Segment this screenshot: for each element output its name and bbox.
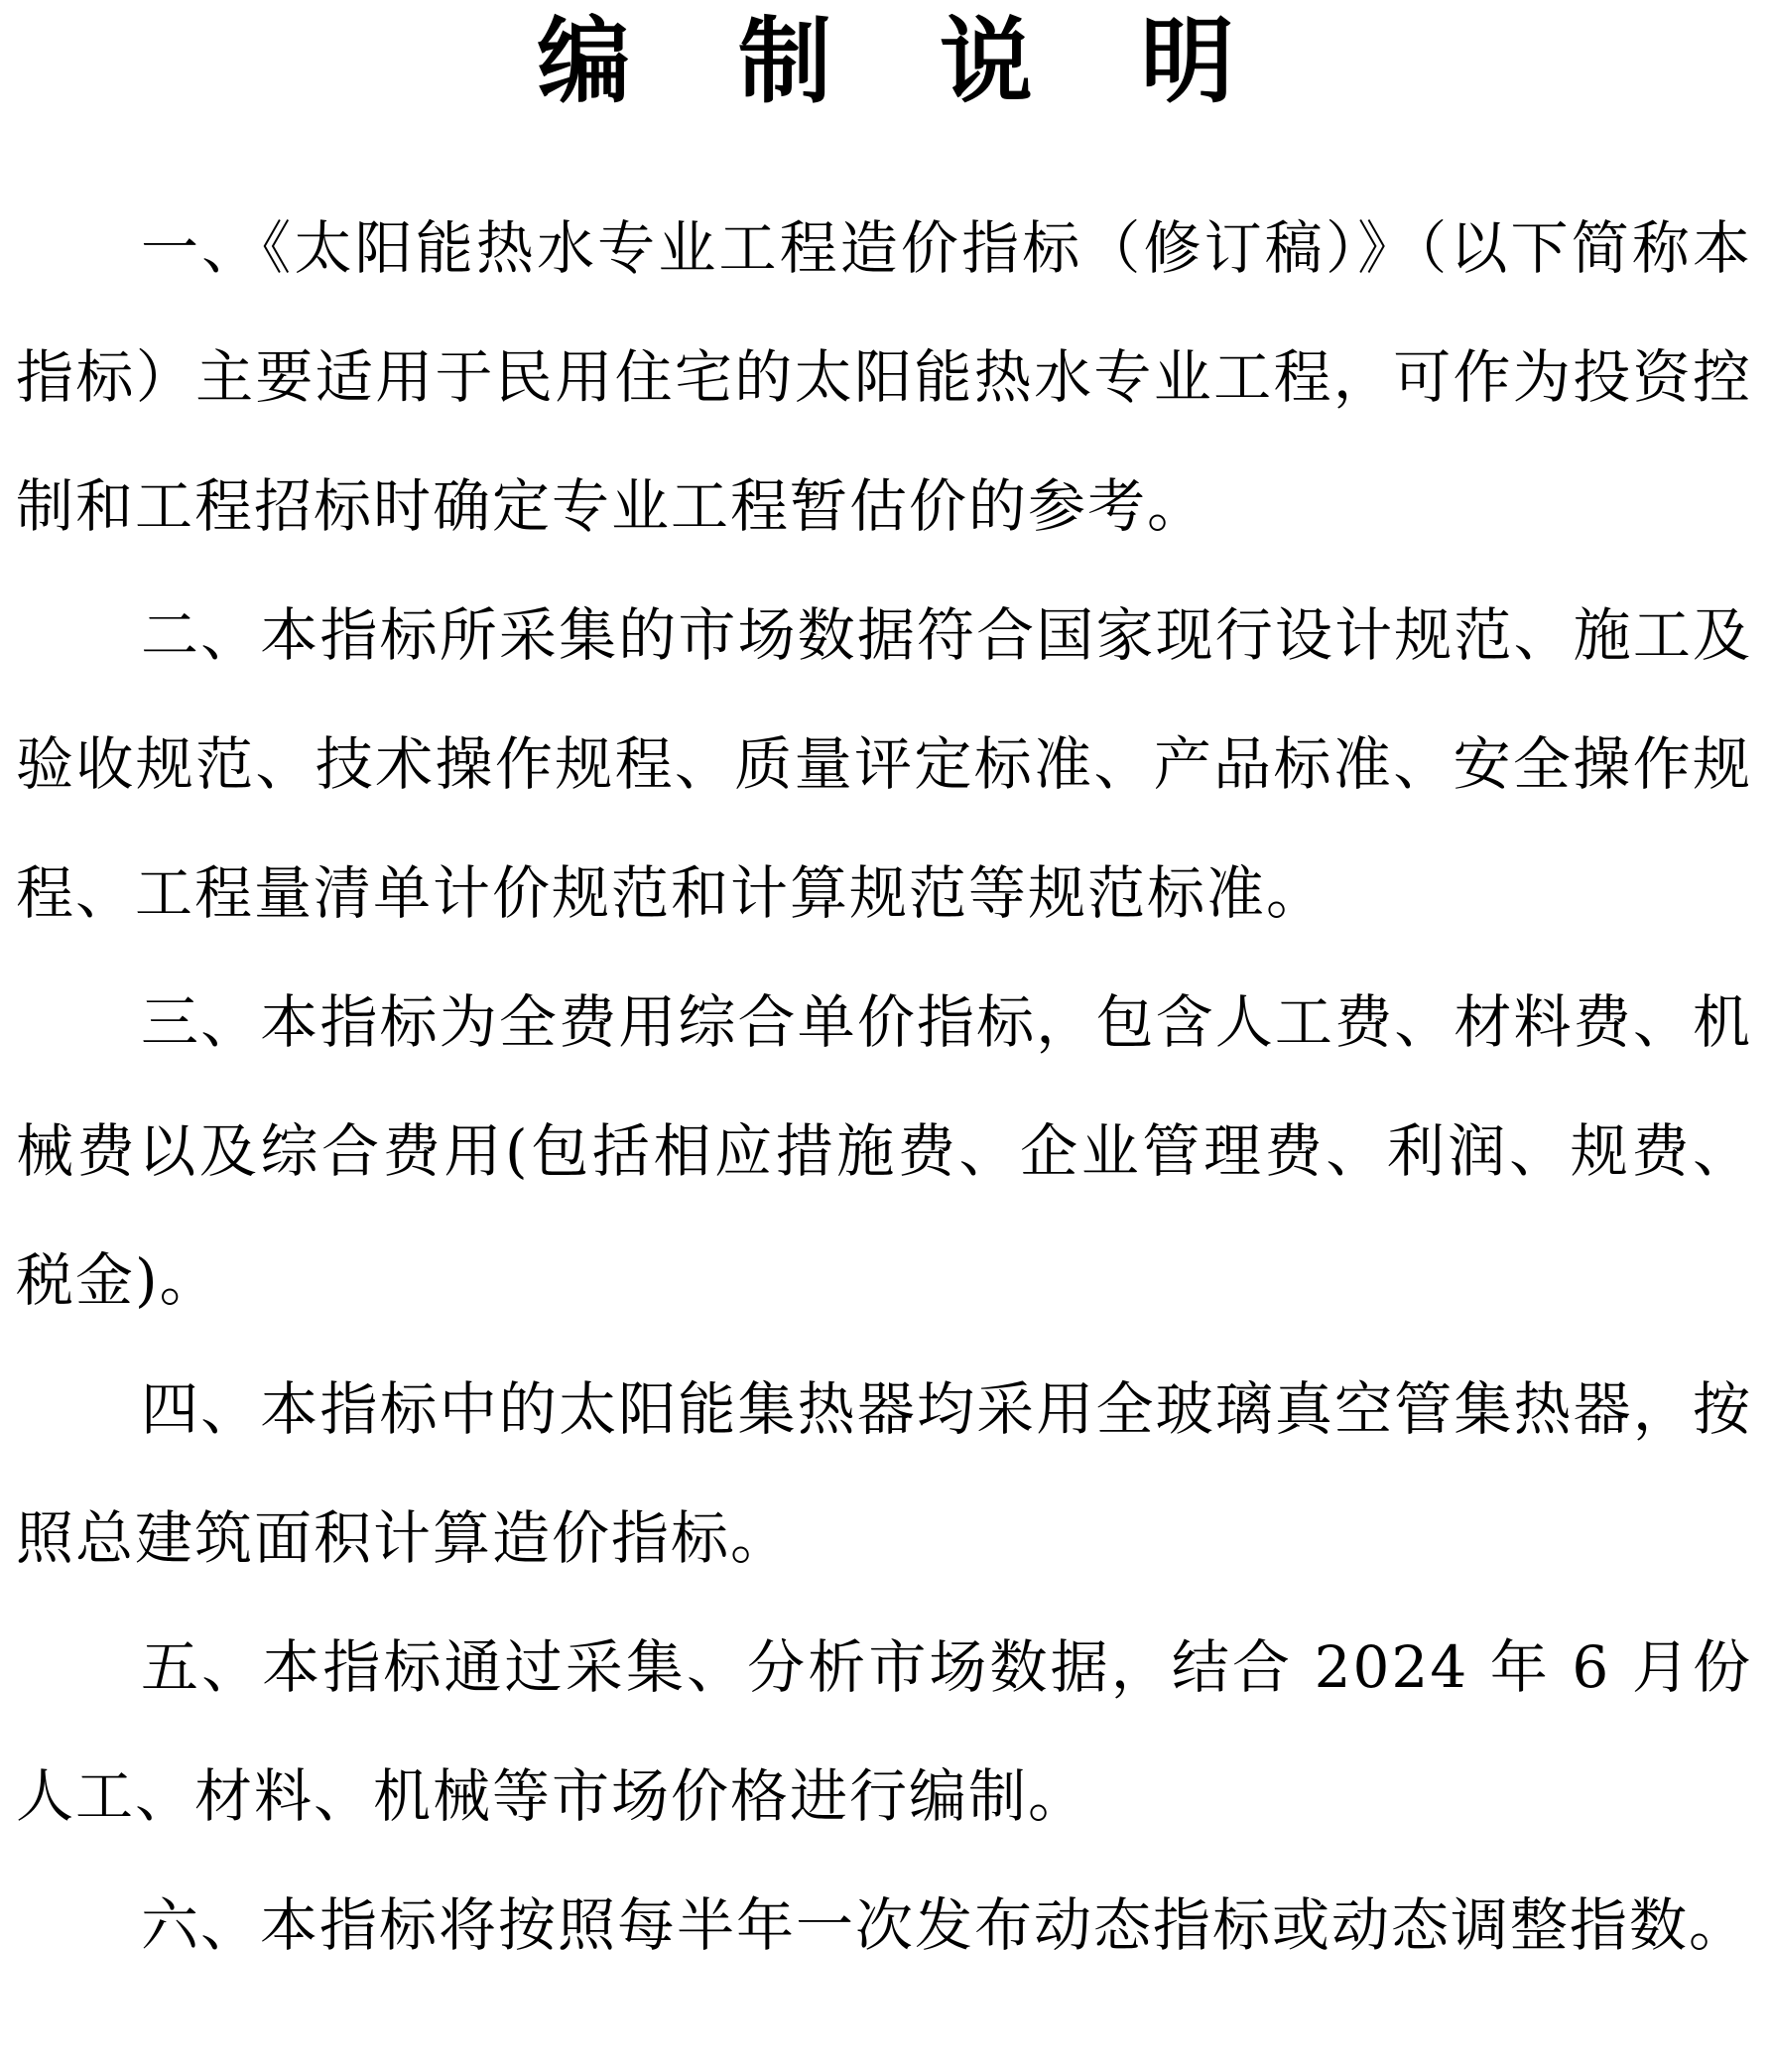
page-title: 编 制 说 明 — [537, 8, 1272, 116]
paragraph-5: 五、本指标通过采集、分析市场数据，结合 2024 年 6 月份人工、材料、机械等市场价格进行编制。 — [16, 1633, 1752, 1830]
paragraph-1: 一、《太阳能热水专业工程造价指标（修订稿）》（以下简称本指标）主要适用于民用住宅的太阳能热水专业工程，可作为投资控制和工程招标时确定专业工程暂估价的参考。 — [16, 214, 1752, 540]
document-body — [16, 184, 1752, 1990]
paragraph-3: 三、本指标为全费用综合单价指标，包含人工费、材料费、机械费以及综合费用(包括相应措施费、企业管理费、利润、规费、税金)。 — [16, 988, 1752, 1314]
paragraph-2: 二、本指标所采集的市场数据符合国家现行设计规范、施工及验收规范、技术操作规程、质量评定标准、产品标准、安全操作规程、工程量清单计价规范和计算规范等规范标准。 — [16, 601, 1752, 927]
paragraph-4: 四、本指标中的太阳能集热器均采用全玻璃真空管集热器，按照总建筑面积计算造价指标。 — [16, 1375, 1752, 1572]
paragraph-6: 六、本指标将按照每半年一次发布动态指标或动态调整指数。 — [141, 1891, 1749, 1959]
